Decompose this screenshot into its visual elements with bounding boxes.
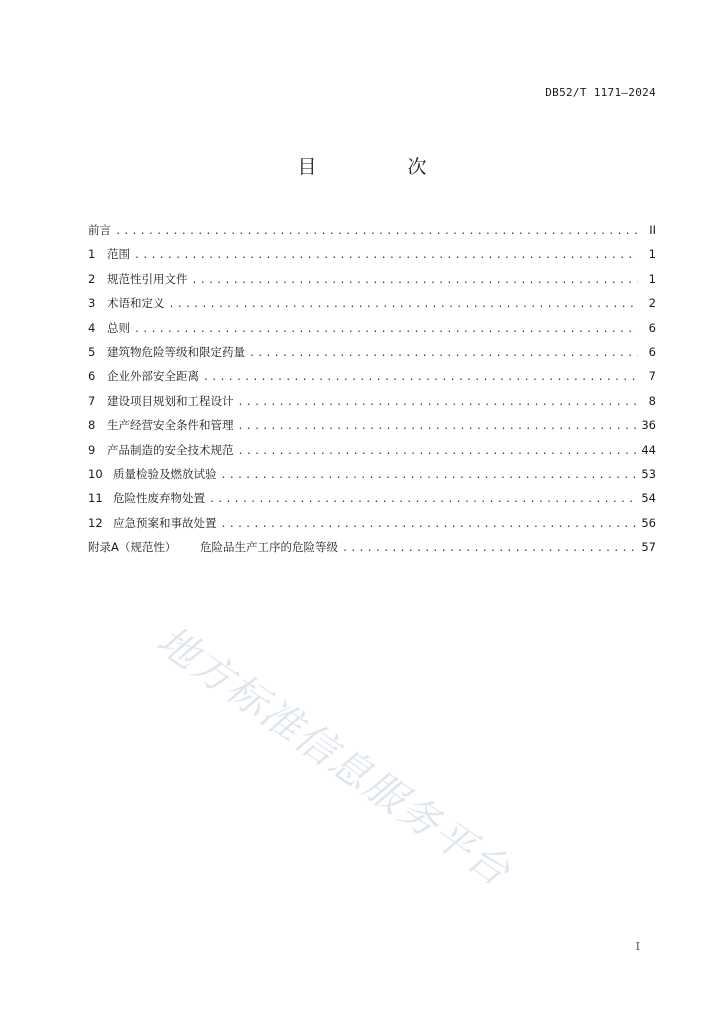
toc-leader <box>115 220 638 244</box>
toc-entry-label: 危险品生产工序的危险等级 <box>200 540 338 555</box>
toc-leader <box>221 464 638 488</box>
toc-entry-11[interactable] <box>88 486 656 510</box>
toc-entry-label: 范围 <box>107 247 130 262</box>
toc-entry-foreword[interactable] <box>88 218 656 242</box>
toc-entry-number: 10 <box>88 466 103 481</box>
toc-entry-5[interactable] <box>88 340 656 364</box>
toc-entry-label: 生产经营安全条件和管理 <box>107 418 234 433</box>
toc-entry-number: 附录A（规范性） <box>88 540 177 555</box>
toc-entry-label: 应急预案和事故处置 <box>113 515 217 530</box>
toc-entry-label: 规范性引用文件 <box>107 271 188 286</box>
toc-leader <box>209 488 637 512</box>
toc-entry-label: 术语和定义 <box>107 296 165 311</box>
toc-entry-9[interactable] <box>88 438 656 462</box>
toc-entry-page: II <box>649 223 656 237</box>
toc-leader <box>134 318 638 342</box>
toc-entry-number: 7 <box>88 393 96 408</box>
toc-entry-page: 1 <box>648 271 656 286</box>
toc-entry-number: 9 <box>88 442 96 457</box>
toc-leader <box>342 537 637 561</box>
toc-entry-page: 36 <box>641 418 656 433</box>
table-of-contents <box>88 218 656 559</box>
toc-entry-label: 危险性废弃物处置 <box>113 491 205 506</box>
toc-entry-label: 质量检验及燃放试验 <box>113 466 217 481</box>
toc-entry-number: 6 <box>88 369 96 384</box>
toc-entry-12[interactable] <box>88 511 656 535</box>
page-number: I <box>635 940 640 953</box>
toc-entry-page: 6 <box>648 320 656 335</box>
toc-entry-number: 1 <box>88 247 96 262</box>
toc-entry-4[interactable] <box>88 316 656 340</box>
toc-entry-appendix-a[interactable] <box>88 535 656 559</box>
toc-entry-10[interactable] <box>88 462 656 486</box>
toc-entry-page: 44 <box>641 442 656 457</box>
toc-entry-label: 总则 <box>107 320 130 335</box>
toc-entry-page: 7 <box>648 369 656 384</box>
toc-entry-1[interactable] <box>88 242 656 266</box>
toc-entry-number: 4 <box>88 320 96 335</box>
toc-entry-2[interactable] <box>88 267 656 291</box>
toc-entry-8[interactable] <box>88 413 656 437</box>
toc-entry-3[interactable] <box>88 291 656 315</box>
page-title: 目 次 <box>297 156 463 178</box>
toc-entry-number: 2 <box>88 271 96 286</box>
standard-code: DB52/T 1171—2024 <box>545 86 656 99</box>
toc-entry-label: 建筑物危险等级和限定药量 <box>107 344 245 359</box>
toc-entry-page: 57 <box>641 540 656 555</box>
toc-entry-label: 前言 <box>88 223 111 237</box>
toc-entry-page: 8 <box>648 393 656 408</box>
toc-entry-page: 53 <box>641 466 656 481</box>
toc-leader <box>134 244 638 268</box>
toc-entry-number: 3 <box>88 296 96 311</box>
toc-leader <box>169 293 639 317</box>
toc-leader <box>192 269 639 293</box>
toc-leader <box>221 513 638 537</box>
toc-entry-page: 6 <box>648 344 656 359</box>
toc-entry-page: 56 <box>641 515 656 530</box>
toc-entry-label: 产品制造的安全技术规范 <box>107 442 234 457</box>
toc-leader <box>238 415 638 439</box>
toc-entry-number: 5 <box>88 344 96 359</box>
toc-entry-number: 11 <box>88 491 103 506</box>
toc-entry-page: 2 <box>648 296 656 311</box>
toc-entry-6[interactable] <box>88 364 656 388</box>
toc-entry-number: 12 <box>88 515 103 530</box>
toc-entry-page: 54 <box>641 491 656 506</box>
toc-leader <box>238 440 638 464</box>
toc-entry-number: 8 <box>88 418 96 433</box>
watermark: 地方标准信息服务平台 <box>148 617 519 896</box>
toc-entry-7[interactable] <box>88 389 656 413</box>
toc-entry-label: 企业外部安全距离 <box>107 369 199 384</box>
toc-leader <box>249 342 638 366</box>
toc-leader <box>238 391 639 415</box>
toc-entry-page: 1 <box>648 247 656 262</box>
toc-entry-label: 建设项目规划和工程设计 <box>107 393 234 408</box>
toc-leader <box>203 366 638 390</box>
